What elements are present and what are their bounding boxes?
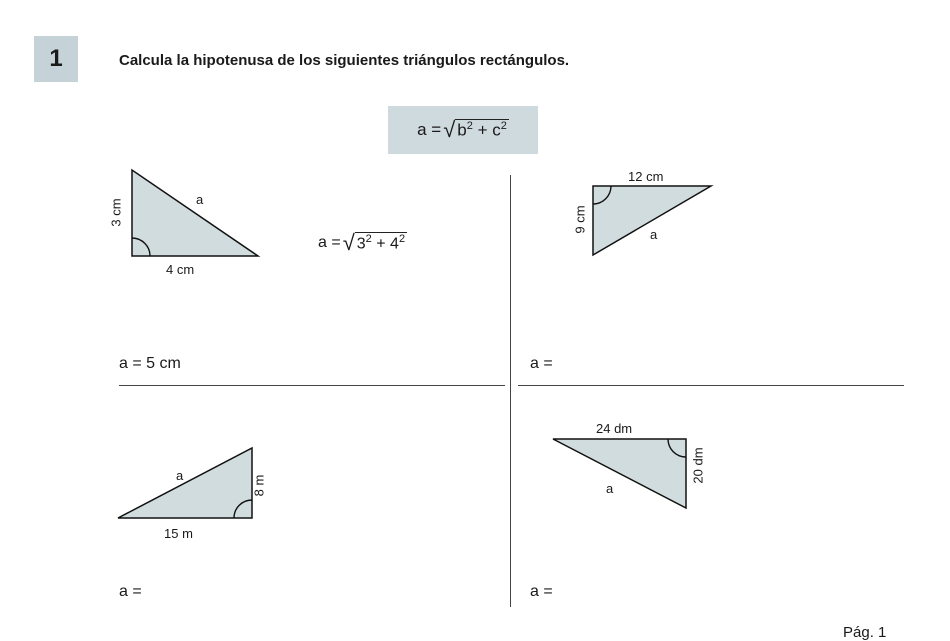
problem-3-leg-vertical: 8 m	[251, 474, 267, 497]
problem-2-answer: a =	[530, 355, 553, 372]
square-root-icon: √	[342, 230, 355, 255]
problem-3-answer: a =	[119, 583, 142, 600]
exercise-number: 1	[34, 36, 78, 82]
problem-4-leg-horizontal: 24 dm	[596, 421, 633, 436]
problem-4-hypotenuse: a	[606, 481, 614, 496]
work-b-exp: 2	[365, 232, 372, 245]
problem-2-leg-vertical: 9 cm	[572, 205, 588, 234]
problem-2-leg-horizontal: 12 cm	[628, 169, 664, 184]
work-lhs: a =	[318, 234, 341, 251]
problem-1-leg-vertical: 3 cm	[108, 198, 124, 227]
problem-2-hypotenuse: a	[650, 227, 658, 242]
exercise-title: Calcula la hipotenusa de los siguientes triángulos rectángulos.	[119, 52, 570, 69]
problem-1-leg-horizontal: 4 cm	[166, 262, 195, 277]
formula-lhs: a =	[417, 120, 442, 139]
problem-1-answer: a = 5 cm	[119, 355, 181, 372]
square-root-icon: √	[443, 117, 456, 142]
problem-1-hypotenuse: a	[196, 192, 204, 207]
formula-b-exp: 2	[466, 119, 473, 132]
work-b: 3	[356, 235, 366, 253]
page-number: Pág. 1	[843, 624, 887, 641]
problem-3-hypotenuse: a	[176, 468, 184, 483]
problem-3-leg-horizontal: 15 m	[164, 526, 193, 541]
formula-plus: +	[472, 120, 493, 140]
problem-4-answer: a =	[530, 583, 553, 600]
work-c: 4	[390, 235, 399, 253]
work-c-exp: 2	[398, 232, 406, 245]
formula-c-exp: 2	[500, 119, 507, 132]
formula-b: b	[457, 120, 467, 140]
problem-4-leg-vertical: 20 dm	[690, 447, 706, 484]
work-plus: +	[371, 235, 391, 253]
formula-c: c	[492, 120, 501, 140]
